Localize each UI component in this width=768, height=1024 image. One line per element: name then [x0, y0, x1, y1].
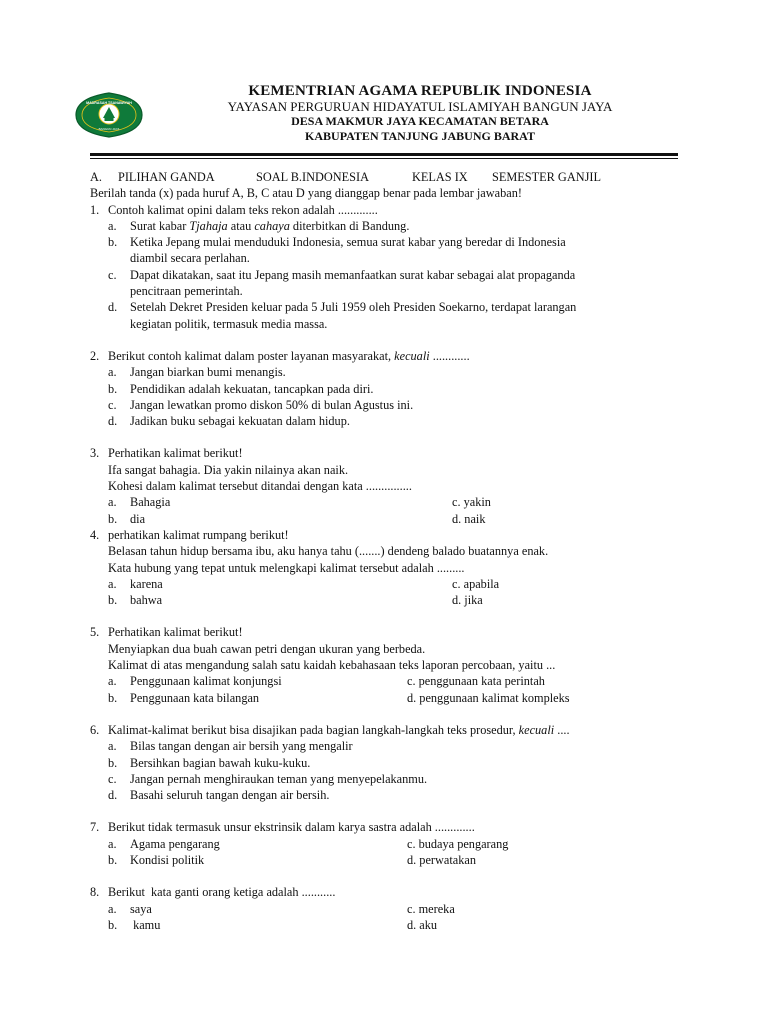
exam-content	[90, 169, 690, 933]
option-a	[90, 738, 690, 754]
option-c	[90, 397, 690, 413]
option-d-text: d. aku	[407, 917, 438, 932]
option-text: Pendidikan adalah kekuatan, tancapkan pada diri.	[130, 381, 374, 396]
option-c	[90, 771, 690, 787]
question-7	[90, 819, 690, 835]
option-c-text: c. yakin	[452, 495, 491, 510]
regency-line: KABUPATEN TANJUNG JABUNG BARAT	[305, 129, 535, 143]
option-text: diambil secara perlahan.	[130, 251, 250, 266]
foundation-name: YAYASAN PERGURUAN HIDAYATUL ISLAMIYAH BANGUN JAYA	[227, 99, 613, 114]
option-letter: a.	[108, 739, 117, 754]
option-row-bd	[90, 917, 690, 933]
village-line: DESA MAKMUR JAYA KECAMATAN BETARA	[291, 114, 549, 128]
question-prompt-text: Kalimat di atas mengandung salah satu kaidah kebahasaan teks laporan percobaan, yaitu ...	[108, 658, 556, 673]
option-c-cont	[90, 283, 690, 299]
section-header	[90, 169, 690, 185]
option-row-ac	[90, 673, 690, 689]
option-row-bd	[90, 592, 690, 608]
option-d	[90, 787, 690, 803]
option-text: Jangan lewatkan promo diskon 50% di bulan Agustus ini.	[130, 397, 414, 412]
option-text: Kondisi politik	[130, 852, 205, 867]
option-letter: b.	[108, 235, 118, 250]
question-4	[90, 527, 690, 543]
option-text: Bilas tangan dengan air bersih yang mengalir	[130, 739, 353, 754]
option-text: Bahagia	[130, 495, 171, 510]
instruction	[90, 185, 690, 201]
question-sentence-text: Ifa sangat bahagia. Dia yakin nilainya akan naik.	[108, 462, 349, 477]
option-letter: a.	[108, 674, 117, 689]
option-text: pencitraan pemerintah.	[130, 284, 243, 299]
svg-text:MADRASAH TSANAWIYAH: MADRASAH TSANAWIYAH	[86, 101, 132, 105]
option-d	[90, 299, 690, 315]
question-3	[90, 445, 690, 461]
option-text: bahwa	[130, 593, 163, 608]
option-letter: b.	[108, 917, 118, 932]
option-text: Basahi seluruh tangan dengan air bersih.	[130, 788, 330, 803]
question-text: Contoh kalimat opini dalam teks rekon adalah .............	[108, 202, 378, 217]
option-d	[90, 413, 690, 429]
question-5	[90, 624, 690, 640]
question-prompt	[90, 478, 690, 494]
option-row-ac	[90, 576, 690, 592]
question-number: 1.	[90, 202, 100, 217]
question-text: Kalimat-kalimat berikut bisa disajikan pada bagian langkah-langkah teks prosedur, kecuali ....	[108, 722, 570, 737]
option-letter: c.	[108, 397, 117, 412]
question-prompt	[90, 560, 690, 576]
option-letter: b.	[108, 381, 118, 396]
instruction-text: Berilah tanda (x) pada huruf A, B, C atau D yang dianggap benar pada lembar jawaban!	[90, 186, 522, 201]
option-letter: c.	[108, 267, 117, 282]
question-prompt	[90, 657, 690, 673]
option-text: kegiatan politik, termasuk media massa.	[130, 316, 328, 331]
option-text: saya	[130, 901, 152, 916]
question-2	[90, 348, 690, 364]
option-letter: a.	[108, 218, 117, 233]
letterhead	[150, 84, 690, 144]
option-row-bd	[90, 690, 690, 706]
question-1	[90, 202, 690, 218]
section-title: PILIHAN GANDA	[118, 170, 215, 184]
option-c-text: c. apabila	[452, 576, 500, 591]
option-text: karena	[130, 576, 163, 591]
option-letter: b.	[108, 593, 118, 608]
option-b	[90, 755, 690, 771]
option-text: Jadikan buku sebagai kekuatan dalam hidup.	[130, 414, 350, 429]
option-letter: d.	[108, 300, 118, 315]
option-letter: b.	[108, 690, 118, 705]
ministry-title: KEMENTRIAN AGAMA REPUBLIK INDONESIA	[248, 83, 592, 99]
question-sentence	[90, 641, 690, 657]
option-text: Ketika Jepang mulai menduduki Indonesia, semua surat kabar yang beredar di Indonesia	[130, 235, 566, 250]
question-number: 3.	[90, 446, 100, 461]
option-letter: b.	[108, 755, 118, 770]
header-rule-thick	[90, 153, 678, 156]
option-a	[90, 218, 690, 234]
question-sentence	[90, 462, 690, 478]
option-c-text: c. mereka	[407, 901, 455, 916]
option-row-bd	[90, 511, 690, 527]
option-text: dia	[130, 511, 146, 526]
option-letter: b.	[108, 511, 118, 526]
option-a	[90, 364, 690, 380]
option-d-text: d. jika	[452, 593, 483, 608]
option-text: Agama pengarang	[130, 836, 220, 851]
option-text: Jangan biarkan bumi menangis.	[130, 365, 286, 380]
option-letter: d.	[108, 788, 118, 803]
option-letter: d.	[108, 414, 118, 429]
header-rule-thin	[90, 158, 678, 159]
question-sentence	[90, 543, 690, 559]
section-class: KELAS IX	[412, 170, 468, 184]
question-sentence-text: Belasan tahun hidup bersama ibu, aku hanya tahu (.......) dendeng balado buatannya enak.	[108, 544, 549, 559]
option-c-text: c. penggunaan kata perintah	[407, 674, 545, 689]
option-letter: c.	[108, 771, 117, 786]
option-c-text: c. budaya pengarang	[407, 836, 509, 851]
option-text: Surat kabar Tjahaja atau cahaya diterbitkan di Bandung.	[130, 218, 410, 233]
question-sentence-text: Menyiapkan dua buah cawan petri dengan ukuran yang berbeda.	[108, 641, 426, 656]
section-label: A.	[90, 170, 102, 184]
option-text: Penggunaan kalimat konjungsi	[130, 674, 282, 689]
option-text: Dapat dikatakan, saat itu Jepang masih memanfaatkan surat kabar sebagai alat propaganda	[130, 267, 576, 282]
option-row-ac	[90, 901, 690, 917]
question-6	[90, 722, 690, 738]
option-letter: a.	[108, 365, 117, 380]
svg-text:BANGUN JAYA: BANGUN JAYA	[98, 127, 120, 131]
option-text: Penggunaan kata bilangan	[130, 690, 260, 705]
option-text: Setelah Dekret Presiden keluar pada 5 Juli 1959 oleh Presiden Soekarno, terdapat larangan	[130, 300, 577, 315]
option-text: Bersihkan bagian bawah kuku-kuku.	[130, 755, 311, 770]
option-letter: a.	[108, 495, 117, 510]
question-text: Perhatikan kalimat berikut!	[108, 446, 243, 461]
option-letter: a.	[108, 836, 117, 851]
question-text: Berikut tidak termasuk unsur ekstrinsik dalam karya sastra adalah .............	[108, 820, 475, 835]
option-d-text: d. penggunaan kalimat kompleks	[407, 690, 570, 705]
question-number: 2.	[90, 348, 100, 363]
question-text: perhatikan kalimat rumpang berikut!	[108, 527, 289, 542]
option-row-bd	[90, 852, 690, 868]
option-text: Jangan pernah menghiraukan teman yang menyepelakanmu.	[130, 771, 428, 786]
question-text: Perhatikan kalimat berikut!	[108, 625, 243, 640]
option-c	[90, 267, 690, 283]
option-b	[90, 381, 690, 397]
question-text: Berikut kata ganti orang ketiga adalah ...........	[108, 885, 336, 900]
option-letter: a.	[108, 901, 117, 916]
question-prompt-text: Kata hubung yang tepat untuk melengkapi kalimat tersebut adalah .........	[108, 560, 465, 575]
option-row-ac	[90, 836, 690, 852]
option-b	[90, 234, 690, 250]
option-letter: a.	[108, 576, 117, 591]
option-d-cont	[90, 316, 690, 332]
question-number: 4.	[90, 527, 100, 542]
madrasah-logo-icon	[74, 90, 144, 140]
option-letter: b.	[108, 852, 118, 867]
question-number: 7.	[90, 820, 100, 835]
option-d-text: d. naik	[452, 511, 486, 526]
question-number: 6.	[90, 722, 100, 737]
option-d-text: d. perwatakan	[407, 852, 476, 867]
question-8	[90, 884, 690, 900]
question-prompt-text: Kohesi dalam kalimat tersebut ditandai dengan kata ...............	[108, 479, 412, 494]
question-number: 8.	[90, 885, 100, 900]
section-semester: SEMESTER GANJIL	[492, 170, 601, 184]
option-text: kamu	[130, 917, 161, 932]
option-b-cont	[90, 250, 690, 266]
section-subject: SOAL B.INDONESIA	[256, 170, 369, 184]
option-row-ac	[90, 494, 690, 510]
question-text: Berikut contoh kalimat dalam poster layanan masyarakat, kecuali ............	[108, 348, 470, 363]
question-number: 5.	[90, 625, 100, 640]
